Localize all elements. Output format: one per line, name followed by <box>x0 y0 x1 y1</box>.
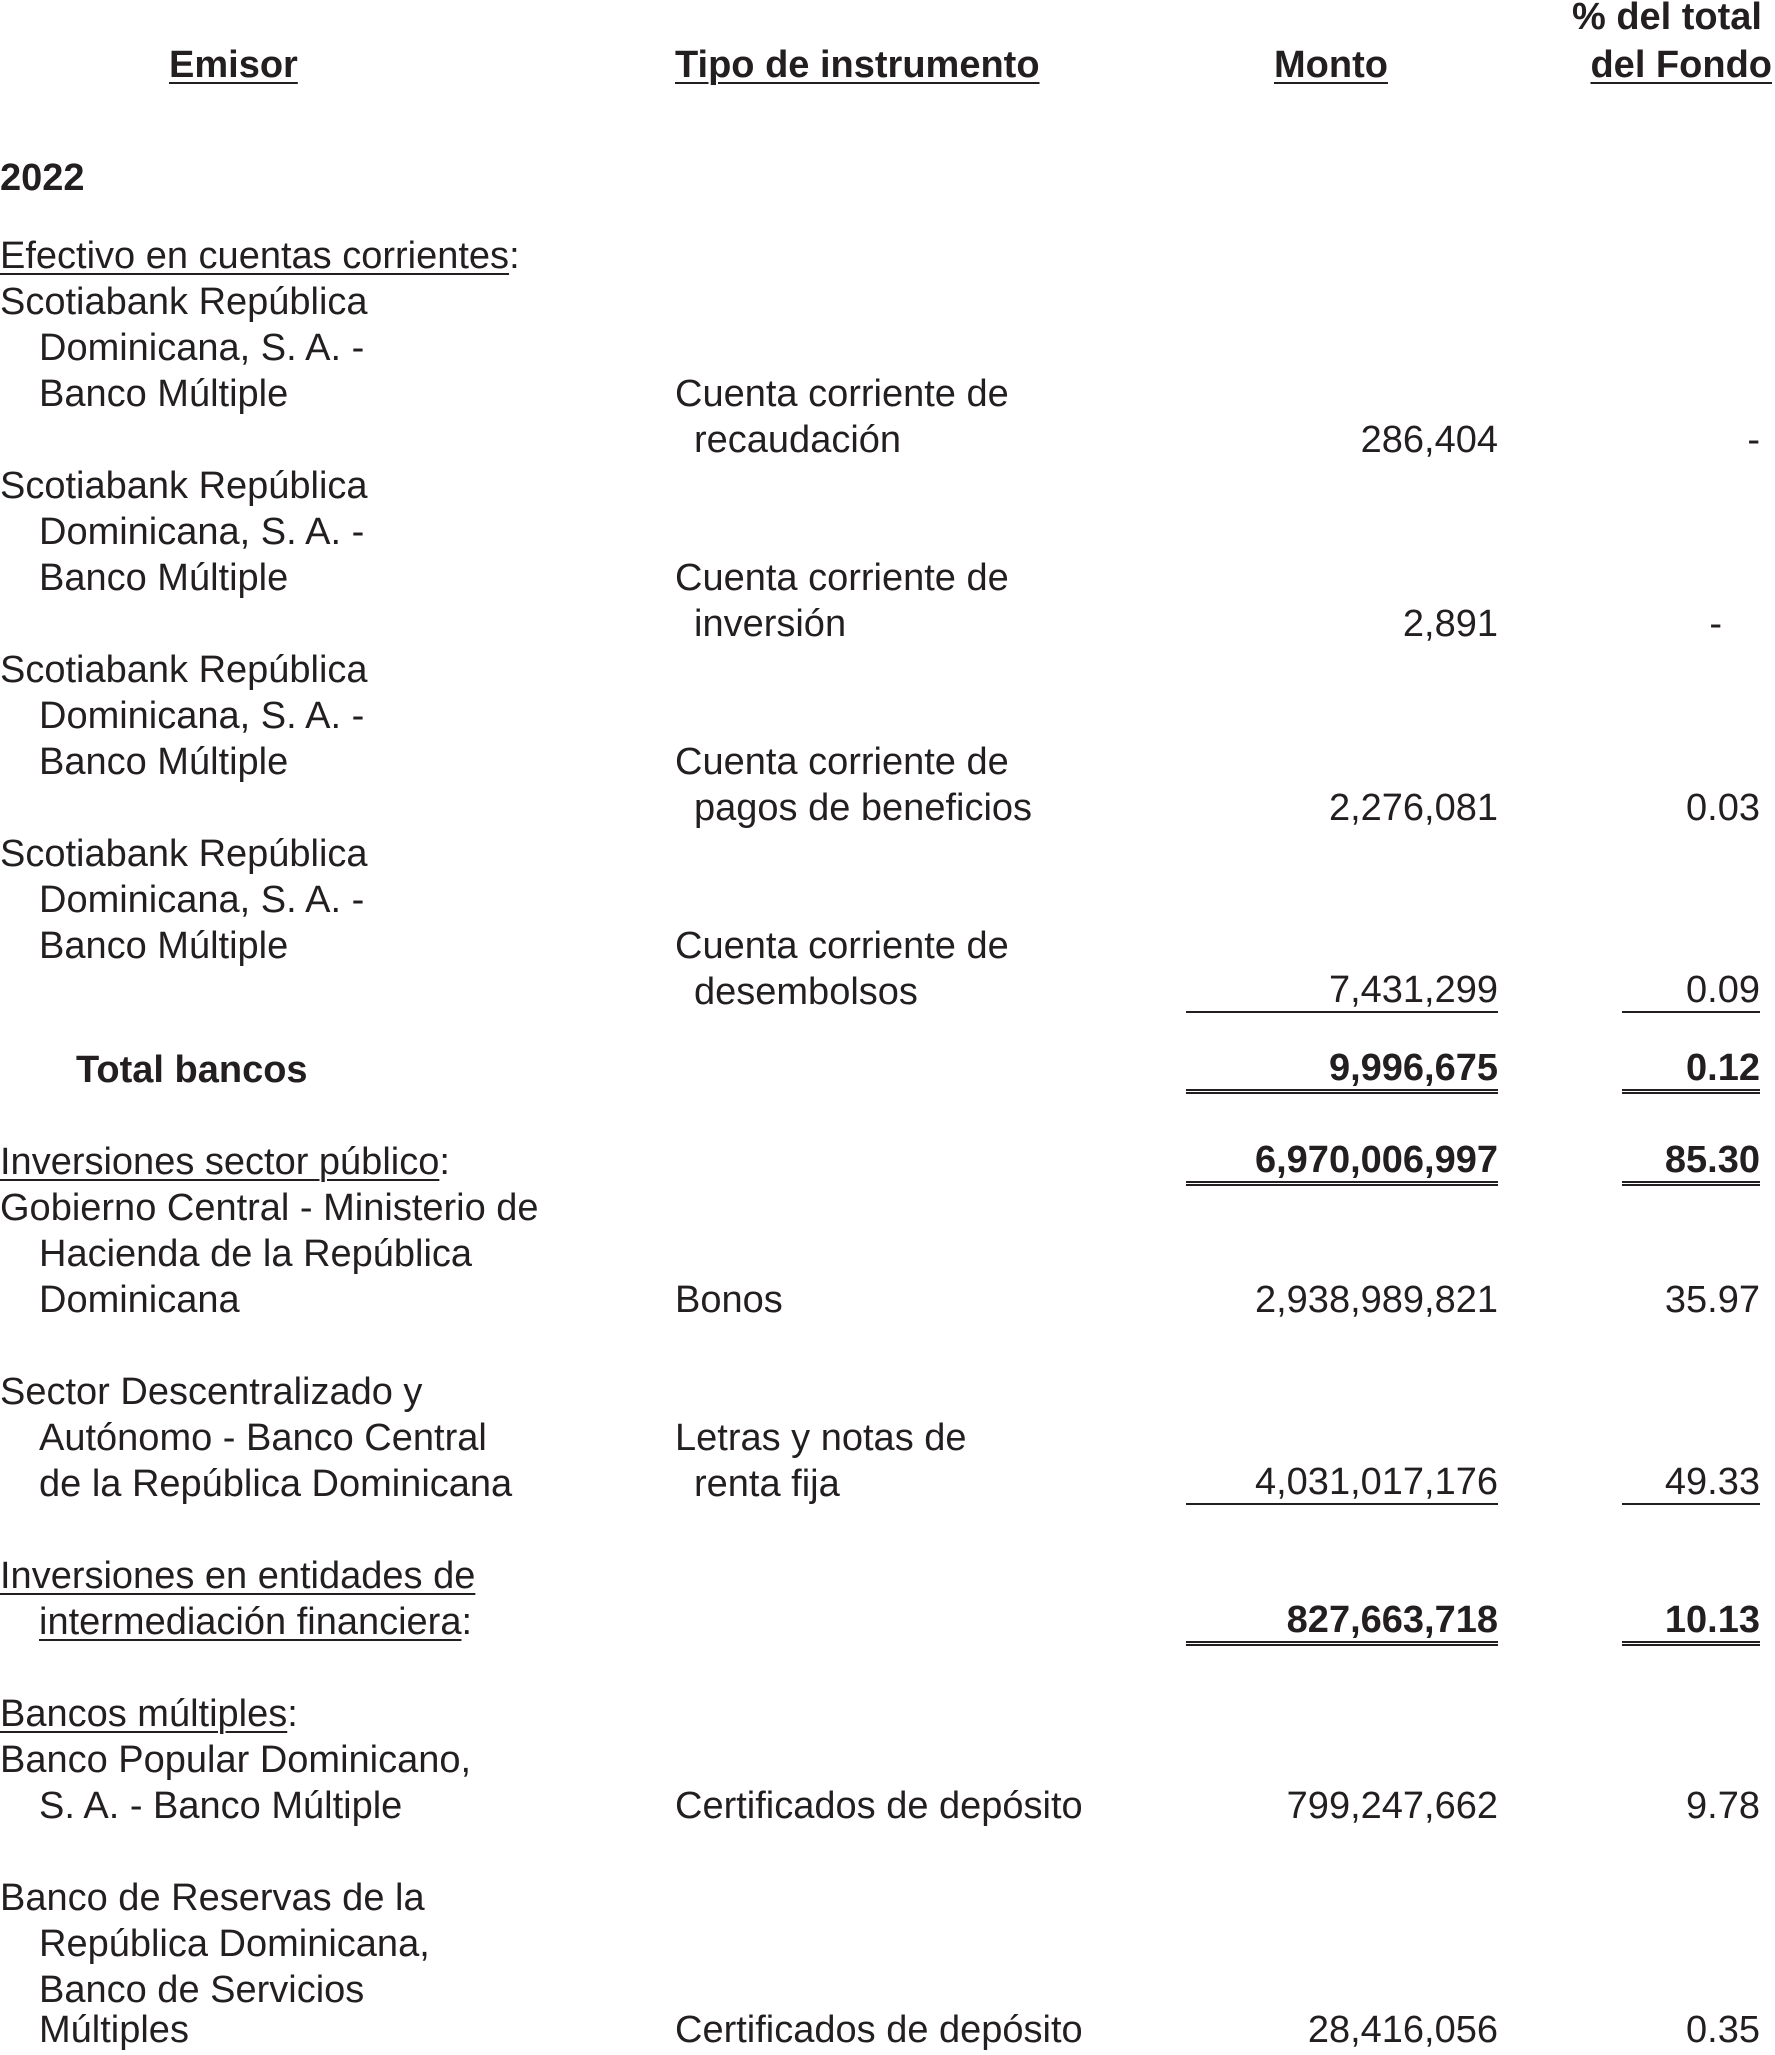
publico-total-monto: 6,970,006,997 <box>1186 1137 1498 1186</box>
section-intermediacion-line1: Inversiones en entidades de <box>0 1555 476 1597</box>
emisor-cell: Banco Múltiple <box>39 373 289 415</box>
tipo-cell: Cuenta corriente de <box>675 373 1009 415</box>
tipo-cell: Bonos <box>675 1279 783 1321</box>
emisor-cell: Autónomo - Banco Central <box>39 1417 487 1459</box>
tipo-cell: recaudación <box>694 419 902 461</box>
tipo-cell: Certificados de depósito <box>675 2009 1083 2051</box>
emisor-cell: Banco de Reservas de la <box>0 1877 425 1919</box>
monto-cell: 4,031,017,176 <box>1186 1459 1498 1505</box>
section-publico: Inversiones sector público: <box>0 1141 450 1183</box>
header-tipo-instrumento: Tipo de instrumento <box>675 44 1040 86</box>
monto-cell: 799,247,662 <box>1286 1785 1498 1827</box>
section-intermediacion-line2: intermediación financiera: <box>39 1601 473 1643</box>
emisor-cell: S. A. - Banco Múltiple <box>39 1785 403 1827</box>
tipo-cell: inversión <box>694 603 847 645</box>
emisor-cell: de la República Dominicana <box>39 1463 513 1505</box>
section-multiples: Bancos múltiples: <box>0 1693 298 1735</box>
header-pct-line1: % del total <box>1571 0 1762 38</box>
emisor-cell: Dominicana, S. A. - <box>39 695 365 737</box>
emisor-cell: Scotiabank República <box>0 281 368 323</box>
pct-cell: 9.78 <box>1686 1785 1760 1827</box>
emisor-cell: Scotiabank República <box>0 649 368 691</box>
emisor-cell: Banco Múltiple <box>39 741 289 783</box>
emisor-cell: Banco Popular Dominicano, <box>0 1739 472 1781</box>
tipo-cell: desembolsos <box>694 971 918 1013</box>
emisor-cell: Hacienda de la República <box>39 1233 473 1275</box>
year-label: 2022 <box>0 157 85 199</box>
monto-cell: 2,276,081 <box>1328 787 1498 829</box>
publico-total-pct: 85.30 <box>1622 1137 1760 1186</box>
header-emisor: Emisor <box>169 44 298 86</box>
tipo-cell: Letras y notas de <box>675 1417 967 1459</box>
tipo-cell: Cuenta corriente de <box>675 557 1009 599</box>
total-bancos-monto: 9,996,675 <box>1186 1045 1498 1094</box>
pct-cell: 0.35 <box>1686 2009 1760 2051</box>
pct-cell: 35.97 <box>1664 1279 1760 1321</box>
monto-cell: 2,938,989,821 <box>1254 1279 1498 1321</box>
emisor-cell: Múltiples <box>39 2009 189 2051</box>
emisor-cell: Dominicana, S. A. - <box>39 511 365 553</box>
total-bancos-label: Total bancos <box>76 1049 308 1091</box>
monto-cell: 7,431,299 <box>1186 967 1498 1013</box>
header-pct-line2: del Fondo <box>1590 44 1772 86</box>
intermediacion-total-pct: 10.13 <box>1622 1597 1760 1646</box>
pct-cell: 0.09 <box>1622 967 1760 1013</box>
emisor-cell: Scotiabank República <box>0 465 368 507</box>
tipo-cell: Certificados de depósito <box>675 1785 1083 1827</box>
emisor-cell: Banco de Servicios <box>39 1969 365 2011</box>
emisor-cell: Sector Descentralizado y <box>0 1371 423 1413</box>
section-efectivo: Efectivo en cuentas corrientes: <box>0 235 520 277</box>
pct-cell: - <box>1709 603 1722 645</box>
tipo-cell: Cuenta corriente de <box>675 925 1009 967</box>
tipo-cell: renta fija <box>694 1463 840 1505</box>
emisor-cell: República Dominicana, <box>39 1923 430 1965</box>
monto-cell: 28,416,056 <box>1307 2009 1498 2051</box>
emisor-cell: Dominicana, S. A. - <box>39 879 365 921</box>
pct-cell: 49.33 <box>1622 1459 1760 1505</box>
total-bancos-pct: 0.12 <box>1622 1045 1760 1094</box>
emisor-cell: Dominicana <box>39 1279 240 1321</box>
emisor-cell: Dominicana, S. A. - <box>39 327 365 369</box>
tipo-cell: Cuenta corriente de <box>675 741 1009 783</box>
pct-cell: 0.03 <box>1686 787 1760 829</box>
emisor-cell: Scotiabank República <box>0 833 368 875</box>
tipo-cell: pagos de beneficios <box>694 787 1033 829</box>
pct-cell: - <box>1747 419 1760 461</box>
monto-cell: 286,404 <box>1360 419 1498 461</box>
intermediacion-total-monto: 827,663,718 <box>1186 1597 1498 1646</box>
monto-cell: 2,891 <box>1402 603 1498 645</box>
emisor-cell: Banco Múltiple <box>39 557 289 599</box>
emisor-cell: Gobierno Central - Ministerio de <box>0 1187 539 1229</box>
header-monto: Monto <box>1274 44 1388 86</box>
emisor-cell: Banco Múltiple <box>39 925 289 967</box>
